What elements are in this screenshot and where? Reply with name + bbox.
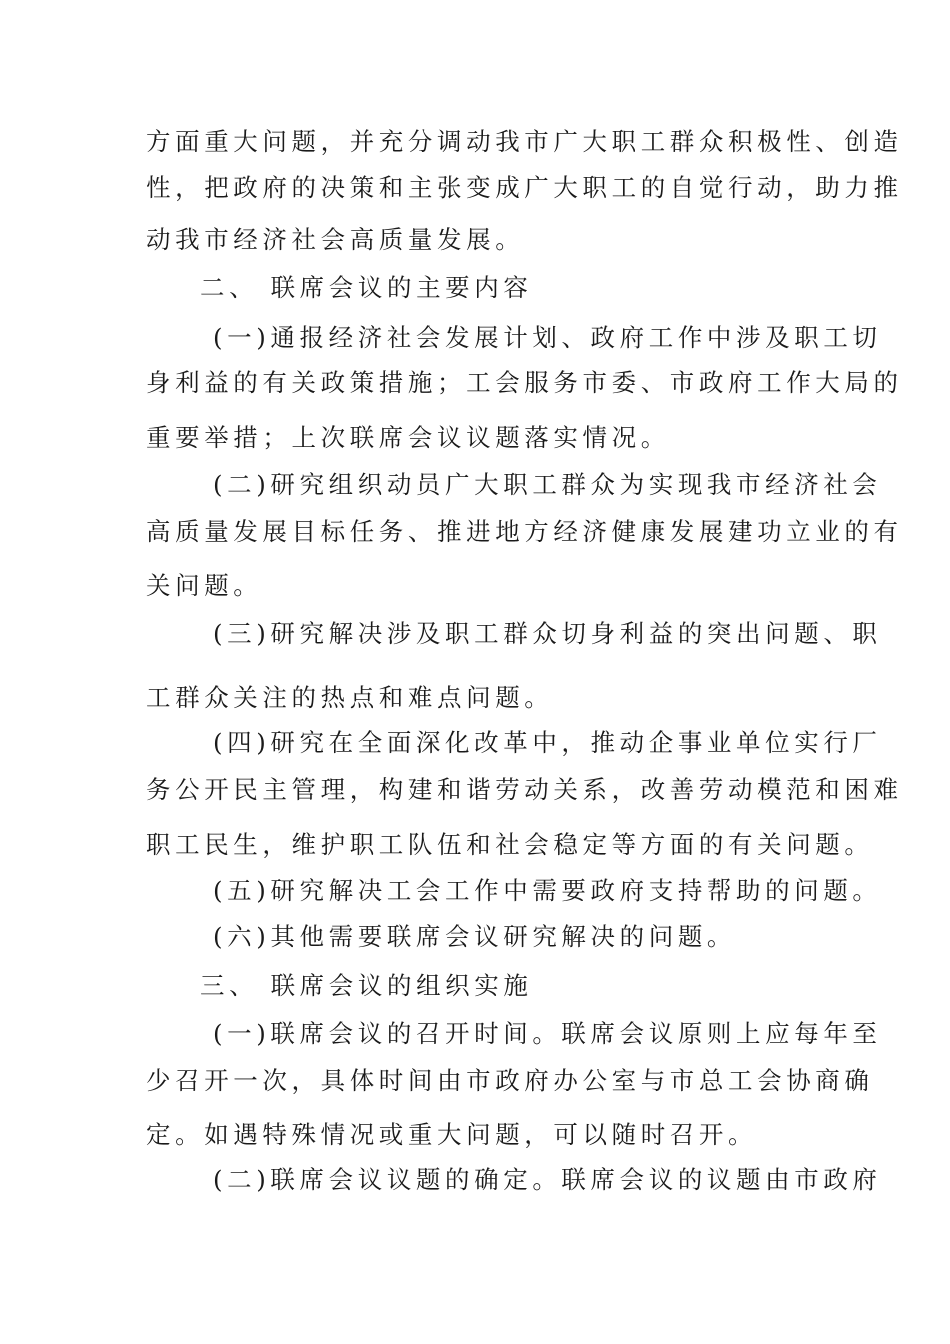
text-line: 少召开一次，具体时间由市政府办公室与市总工会协商确 [146, 1066, 874, 1095]
text-line: 关问题。 [146, 571, 263, 600]
text-line: 身利益的有关政策措施；工会服务市委、市政府工作大局的 [146, 368, 903, 397]
paragraph-start: (三)研究解决涉及职工群众切身利益的突出问题、职 [213, 619, 882, 648]
text-line: 职工民生，维护职工队伍和社会稳定等方面的有关问题。 [146, 830, 874, 859]
paragraph-start: (五)研究解决工会工作中需要政府支持帮助的问题。 [213, 876, 882, 905]
text-line: 高质量发展目标任务、推进地方经济健康发展建功立业的有 [146, 517, 903, 546]
text-line: 重要举措；上次联席会议议题落实情况。 [146, 423, 670, 452]
paragraph-start: (四)研究在全面深化改革中，推动企事业单位实行厂 [213, 728, 882, 757]
text-line: 方面重大问题，并充分调动我市广大职工群众积极性、创造 [146, 127, 903, 156]
text-line: 务公开民主管理，构建和谐劳动关系，改善劳动模范和困难 [146, 775, 903, 804]
paragraph-start: (一)联席会议的召开时间。联席会议原则上应每年至 [213, 1019, 882, 1048]
text-line: 工群众关注的热点和难点问题。 [146, 683, 554, 712]
paragraph-start: (二)联席会议议题的确定。联席会议的议题由市政府 [213, 1165, 882, 1194]
paragraph-start: (二)研究组织动员广大职工群众为实现我市经济社会 [213, 470, 882, 499]
text-line: 动我市经济社会高质量发展。 [146, 225, 525, 254]
paragraph-start: (六)其他需要联席会议研究解决的问题。 [213, 922, 737, 951]
section-heading: 二、 联席会议的主要内容 [200, 273, 533, 302]
text-line: 定。如遇特殊情况或重大问题，可以随时召开。 [146, 1120, 758, 1149]
paragraph-start: (一)通报经济社会发展计划、政府工作中涉及职工切 [213, 323, 882, 352]
section-heading: 三、 联席会议的组织实施 [200, 971, 533, 1000]
text-line: 性，把政府的决策和主张变成广大职工的自觉行动，助力推 [146, 173, 903, 202]
